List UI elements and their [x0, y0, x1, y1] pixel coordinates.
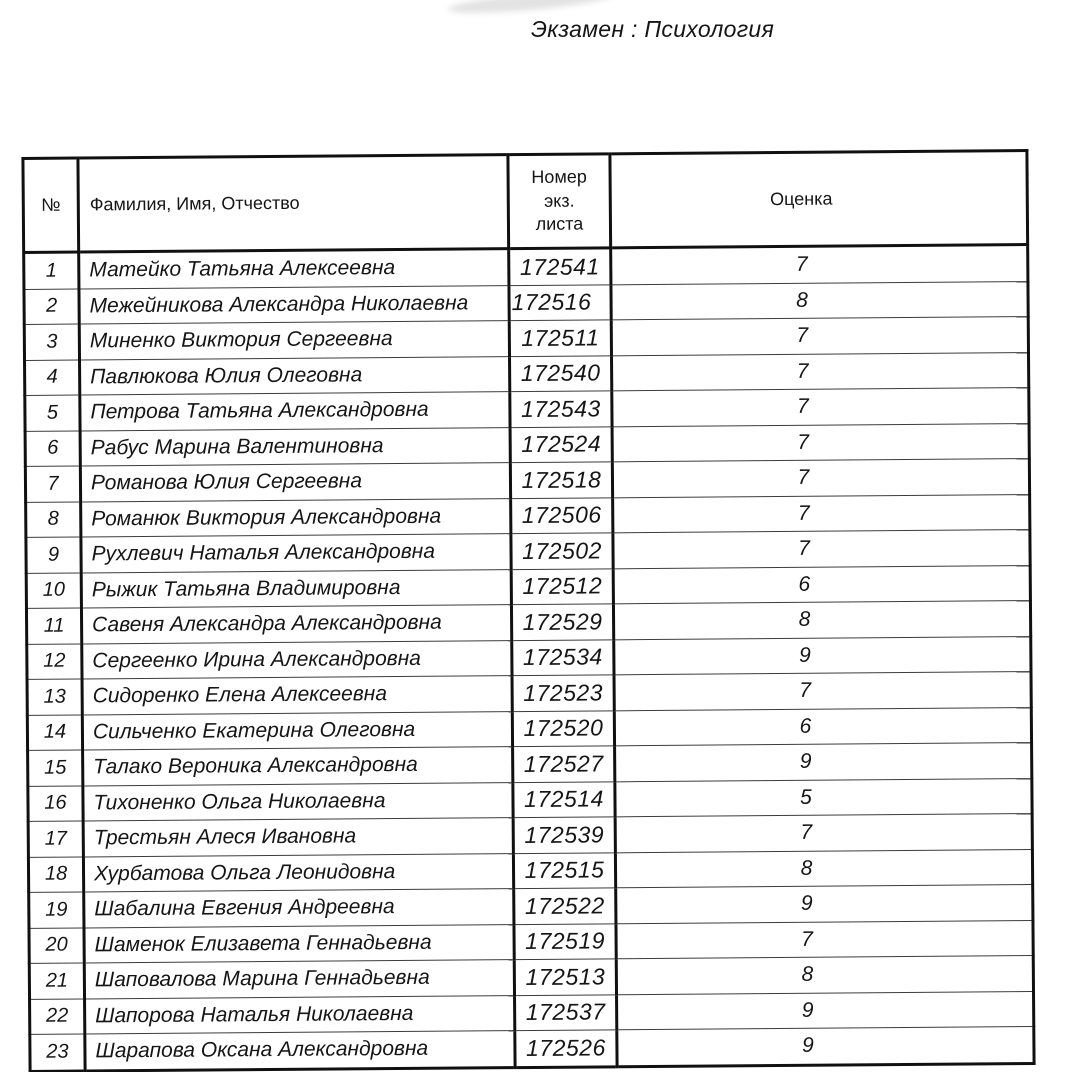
- row-number: 11: [26, 608, 81, 644]
- col-header-number: №: [23, 158, 79, 252]
- row-number: 15: [28, 750, 83, 786]
- student-name: Хурбатова Ольга Леонидовна: [83, 853, 513, 892]
- student-name: Шапорова Наталья Николаевна: [85, 995, 515, 1034]
- grade-value: 7: [611, 245, 1028, 285]
- grade-value: 7: [615, 814, 1032, 853]
- row-number: 18: [28, 857, 83, 893]
- exam-sheet-number: 172526: [515, 1030, 617, 1067]
- exam-sheet-number: 172537: [515, 994, 617, 1030]
- col-header-exam-sheet: Номер экз. листа: [508, 154, 611, 249]
- exam-sheet-number: 172534: [512, 639, 614, 675]
- row-number: 6: [25, 431, 80, 467]
- exam-sheet-number: 172539: [513, 817, 615, 853]
- row-number: 14: [27, 715, 82, 751]
- grade-value: 7: [614, 672, 1031, 711]
- row-number: 16: [28, 786, 83, 822]
- exam-sheet-number: 172518: [510, 462, 612, 498]
- student-name: Романова Юлия Сергеевна: [80, 463, 510, 502]
- grade-value: 8: [611, 281, 1028, 320]
- exam-sheet-number: 172519: [514, 923, 616, 959]
- student-name: Миненко Виктория Сергеевна: [79, 321, 509, 360]
- student-name: Савеня Александра Александровна: [81, 605, 511, 644]
- student-name: Сидоренко Елена Алексеевна: [82, 676, 512, 715]
- exam-results-table: [21, 149, 1035, 1072]
- row-number: 3: [24, 324, 79, 360]
- row-number: 8: [26, 502, 81, 538]
- row-number: 13: [27, 679, 82, 715]
- grade-value: 7: [612, 459, 1029, 498]
- student-name: Рыжик Татьяна Владимировна: [81, 569, 511, 608]
- exam-sheet-number: 172540: [509, 355, 611, 391]
- col-header-grade: Оценка: [610, 151, 1028, 248]
- row-number: 10: [26, 573, 81, 609]
- grade-value: 9: [614, 636, 1031, 675]
- exam-sheet-number: 172529: [511, 604, 613, 640]
- row-number: 1: [24, 252, 79, 289]
- student-name: Шабалина Евгения Андреевна: [84, 889, 514, 928]
- exam-sheet-number: 172524: [510, 426, 612, 462]
- student-name: Сильченко Екатерина Олеговна: [82, 711, 512, 750]
- grade-value: 7: [613, 494, 1030, 533]
- student-name: Шарапова Оксана Александровна: [85, 1031, 515, 1071]
- exam-sheet-number: 172502: [511, 533, 613, 569]
- row-number: 17: [28, 821, 83, 857]
- header-row: [23, 151, 1028, 253]
- exam-table: [21, 149, 1035, 1072]
- grade-value: 9: [617, 991, 1034, 1030]
- student-name: Романюк Виктория Александровна: [81, 498, 511, 537]
- row-number: 22: [30, 998, 85, 1034]
- exam-sheet-number: 172516: [509, 284, 611, 320]
- grade-value: 8: [615, 849, 1032, 888]
- exam-sheet-number: 172515: [513, 852, 615, 888]
- student-name: Шаповалова Марина Геннадьевна: [84, 960, 514, 999]
- row-number: 2: [24, 289, 79, 325]
- student-name: Рухлевич Наталья Александровна: [81, 534, 511, 573]
- row-number: 21: [29, 963, 84, 999]
- grade-value: 7: [616, 920, 1033, 959]
- exam-sheet-number: 172513: [514, 959, 616, 995]
- table-row: [30, 1027, 1034, 1071]
- grade-value: 5: [615, 778, 1032, 817]
- student-name: Талако Вероника Александровна: [83, 747, 513, 786]
- student-name: Трестьян Алеся Ивановна: [83, 818, 513, 857]
- exam-sheet-number: 172506: [511, 497, 613, 533]
- grade-value: 8: [616, 956, 1033, 995]
- exam-sheet-number: 172543: [510, 391, 612, 427]
- grade-value: 8: [613, 601, 1030, 640]
- row-number: 19: [29, 892, 84, 928]
- student-name: Рабус Марина Валентиновна: [80, 427, 510, 466]
- grade-value: 6: [614, 707, 1031, 746]
- student-name: Шаменок Елизавета Геннадьевна: [84, 924, 514, 963]
- exam-sheet-number: 172514: [513, 781, 615, 817]
- col-header-name: Фамилия, Имя, Отчество: [78, 155, 509, 252]
- grade-value: 9: [617, 1027, 1034, 1067]
- row-number: 7: [25, 466, 80, 502]
- exam-sheet-number: 172512: [511, 568, 613, 604]
- student-name: Матейко Татьяна Алексеевна: [79, 249, 509, 289]
- page-title: Экзамен : Психология: [531, 16, 775, 42]
- grade-value: 9: [616, 885, 1033, 924]
- row-number: 23: [30, 1034, 85, 1071]
- grade-value: 9: [615, 743, 1032, 782]
- student-name: Сергеенко Ирина Александровна: [82, 640, 512, 679]
- exam-sheet-number: 172541: [509, 248, 611, 285]
- row-number: 12: [27, 644, 82, 680]
- grade-value: 7: [611, 317, 1028, 356]
- exam-sheet-number: 172522: [514, 888, 616, 924]
- exam-sheet-number: 172523: [512, 675, 614, 711]
- grade-value: 7: [611, 352, 1028, 391]
- grade-value: 7: [612, 388, 1029, 427]
- student-name: Межейникова Александра Николаевна: [79, 285, 509, 324]
- scan-smudge: [448, 0, 614, 17]
- student-name: Петрова Татьяна Александровна: [80, 392, 510, 431]
- exam-sheet-number: 172520: [512, 710, 614, 746]
- student-name: Тихоненко Ольга Николаевна: [83, 782, 513, 821]
- grade-value: 7: [613, 530, 1030, 569]
- row-number: 20: [29, 928, 84, 964]
- grade-value: 7: [612, 423, 1029, 462]
- exam-sheet-number: 172527: [513, 746, 615, 782]
- row-number: 9: [26, 537, 81, 573]
- student-name: Павлюкова Юлия Олеговна: [80, 356, 510, 395]
- grade-value: 6: [613, 565, 1030, 604]
- exam-sheet-number: 172511: [509, 320, 611, 356]
- row-number: 4: [25, 360, 80, 396]
- row-number: 5: [25, 395, 80, 431]
